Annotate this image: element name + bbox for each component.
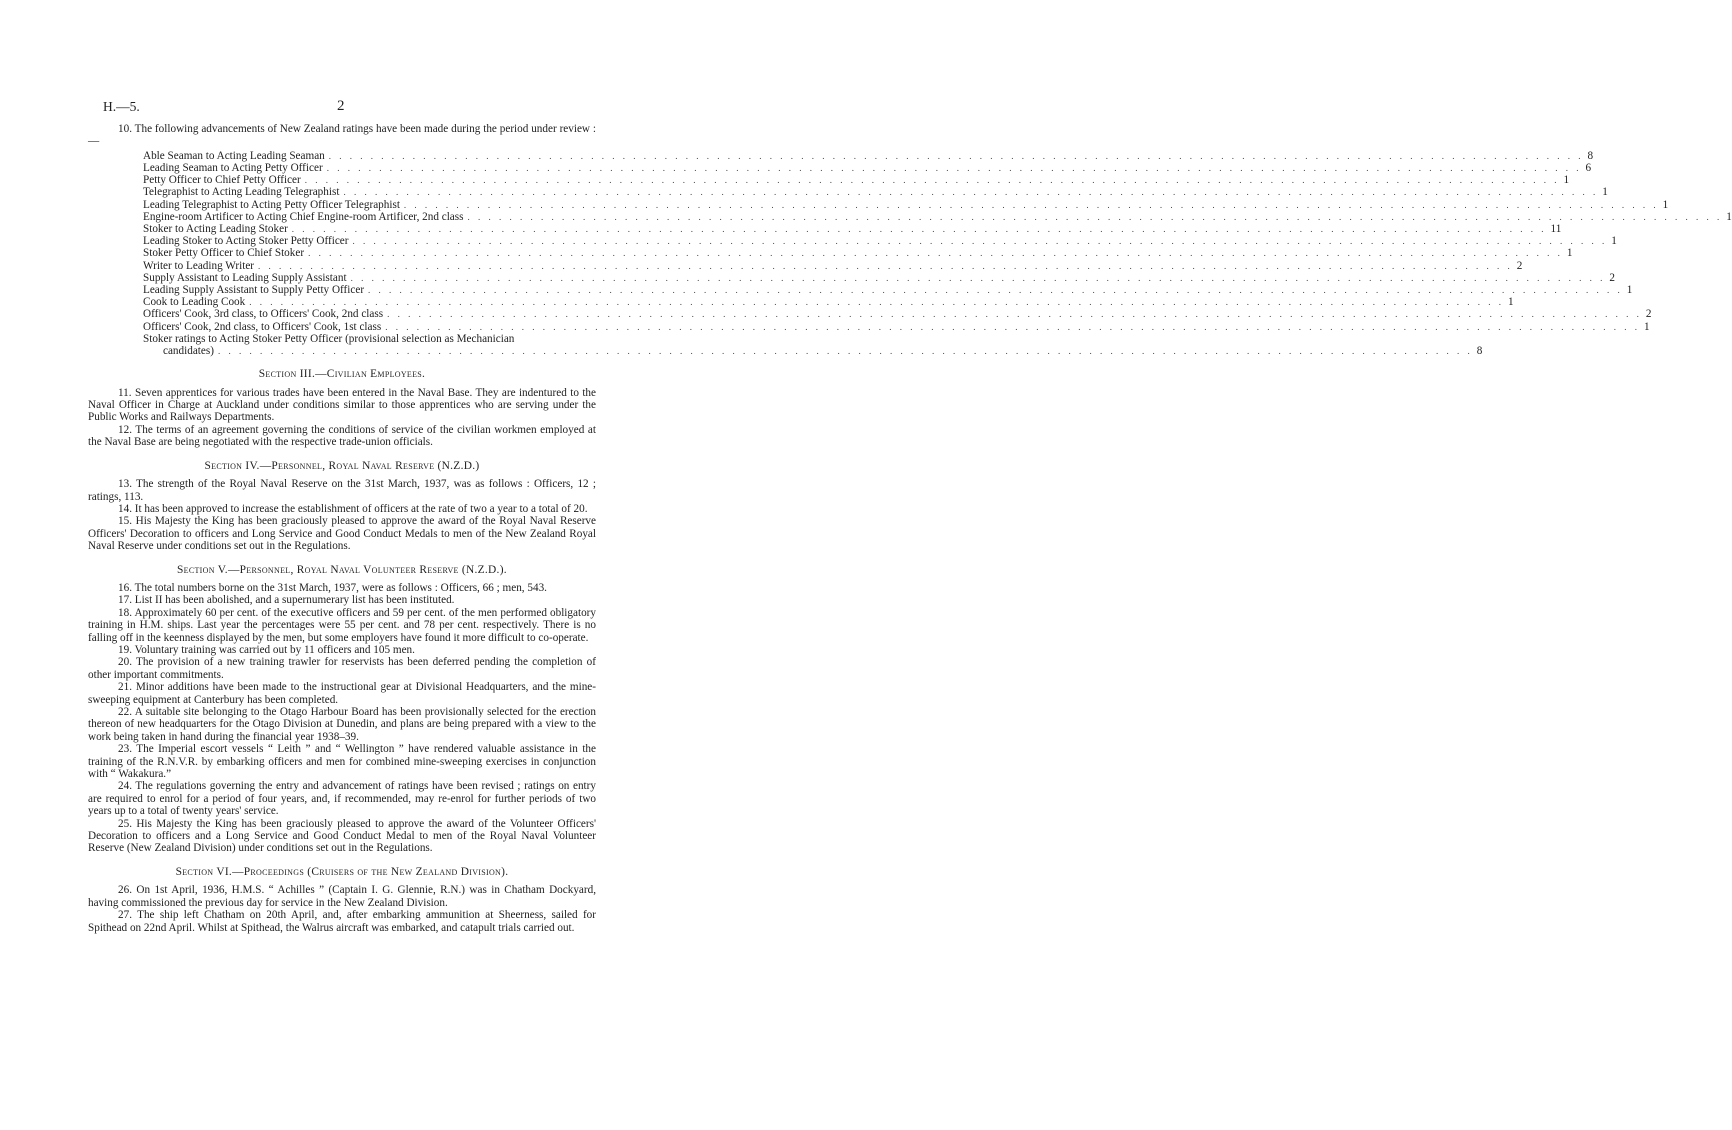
advancement-label: Telegraphist to Acting Leading Telegraphist (143, 186, 340, 199)
advancement-label: Stoker Petty Officer to Chief Stoker (143, 247, 305, 260)
paragraph-13: 13. The strength of the Royal Naval Reserve on the 31st March, 1937, was as follows : Officers, 12 ; ratings, 113. (88, 478, 596, 503)
paragraph-16: 16. The total numbers borne on the 31st March, 1937, were as follows : Officers, 66 ; men, 543. (118, 581, 547, 594)
advancement-label: Stoker ratings to Acting Stoker Petty Officer (provisional selection as Mechanician (143, 332, 515, 345)
advancement-label: Leading Telegraphist to Acting Petty Officer Telegraphist (143, 198, 400, 211)
advancement-count: 2 (1645, 308, 1652, 321)
advancement-row (143, 271, 1615, 284)
paragraph-24: 24. The regulations governing the entry and advancement of ratings have been revised ; ratings on entry are required to enrol for a period of four years, and, if recommended, may re-enrol for further periods of two years up to a total of twenty years' service. (88, 780, 596, 818)
advancement-row (143, 308, 1652, 321)
advancement-label: Officers' Cook, 2nd class, to Officers' Cook, 1st class (143, 320, 382, 333)
leader-dots: . . . . . . . . . . . . . . . . . . . . . . . . . . . . . . . . . . . . . . . . . . . . . . . . . . . . . . . . . . . . . . . . . . . . . . . . . . . . . . . . . . . . . . . . . . . . . . . . . . . . . . . . . . . . . . . . . . . . . . . . (467, 211, 1723, 222)
advancement-label: Engine-room Artificer to Acting Chief Engine-room Artificer, 2nd class (143, 210, 464, 223)
leader-dots: . . . . . . . . . . . . . . . . . . . . . . . . . . . . . . . . . . . . . . . . . . . . . . . . . . . . . . . . . . . . . . . . . . . . . . . . . . . . . . . . . . . . . . . . . . . . . . . . . . . . . . . . . . . . . . . . . . . . . . . . (308, 248, 1563, 259)
advancement-label: Stoker to Acting Leading Stoker (143, 223, 288, 236)
advancement-count: 1 (1726, 210, 1732, 223)
page-number: 2 (337, 98, 345, 114)
advancement-row-last-continued (143, 345, 1483, 358)
paragraph-27: 27. The ship left Chatham on 20th April, and, after embarking ammunition at Sheerness, sailed for Spithead on 22nd April. Whilst at Spithead, the Walrus aircraft was embarked, and catapult trials carried out. (88, 909, 596, 934)
paragraph-14: 14. It has been approved to increase the establishment of officers at the rate of two a year to a total of 20. (118, 502, 588, 515)
advancement-count: 1 (1566, 247, 1573, 260)
advancement-label: Leading Seaman to Acting Petty Officer (143, 162, 323, 175)
paragraph-17: 17. List II has been abolished, and a supernumerary list has been instituted. (118, 594, 455, 607)
leader-dots: . . . . . . . . . . . . . . . . . . . . . . . . . . . . . . . . . . . . . . . . . . . . . . . . . . . . . . . . . . . . . . . . . . . . . . . . . . . . . . . . . . . . . . . . . . . . . . . . . . . . . . . . . . . . . . . . . . . . . . . . (291, 224, 1547, 235)
advancement-row (143, 259, 1523, 272)
advancement-count: 1 (1611, 235, 1617, 248)
leader-dots: . . . . . . . . . . . . . . . . . . . . . . . . . . . . . . . . . . . . . . . . . . . . . . . . . . . . . . . . . . . . . . . . . . . . . . . . . . . . . . . . . . . . . . . . . . . . . . . . . . . . . . . . . . . . . . . . . . . . . . . . (387, 309, 1642, 320)
advancement-row (143, 210, 1732, 223)
section-heading-vi: Section VI.—Proceedings (Cruisers of the New Zealand Division). (175, 865, 509, 878)
advancement-count: 11 (1550, 223, 1562, 236)
leader-dots: . . . . . . . . . . . . . . . . . . . . . . . . . . . . . . . . . . . . . . . . . . . . . . . . . . . . . . . . . . . . . . . . . . . . . . . . . . . . . . . . . . . . . . . . . . . . . . . . . . . . . . . . . . . . . . . . . . . . . . . . (304, 175, 1560, 186)
advancement-row (143, 320, 1650, 333)
advancement-row (143, 223, 1562, 236)
advancement-row (143, 186, 1608, 199)
paragraph-15: 15. His Majesty the King has been graciously pleased to approve the award of the Royal Naval Reserve Officers' Decoration to officers and Long Service and Good Conduct Medals to men of the New Zealand Royal Naval Reserve under conditions set out in the Regulations. (88, 515, 596, 553)
advancement-count: 8 (1587, 149, 1594, 162)
advancement-count: 6 (1585, 162, 1592, 175)
advancement-label: Cook to Leading Cook (143, 296, 246, 309)
leader-dots: . . . . . . . . . . . . . . . . . . . . . . . . . . . . . . . . . . . . . . . . . . . . . . . . . . . . . . . . . . . . . . . . . . . . . . . . . . . . . . . . . . . . . . . . . . . . . . . . . . . . . . . . . . . . . . . . . . . . . . . . (352, 236, 1608, 247)
advancement-count: 2 (1609, 271, 1615, 284)
leader-dots: . . . . . . . . . . . . . . . . . . . . . . . . . . . . . . . . . . . . . . . . . . . . . . . . . . . . . . . . . . . . . . . . . . . . . . . . . . . . . . . . . . . . . . . . . . . . . . . . . . . . . . . . . . . . . . . . . . . . . . . . (385, 321, 1640, 332)
advancement-row (143, 235, 1617, 248)
advancement-label: Leading Stoker to Acting Stoker Petty Officer (143, 235, 349, 248)
advancement-row (143, 174, 1570, 187)
leader-dots: . . . . . . . . . . . . . . . . . . . . . . . . . . . . . . . . . . . . . . . . . . . . . . . . . . . . . . . . . . . . . . . . . . . . . . . . . . . . . . . . . . . . . . . . . . . . . . . . . . . . . . . . . . . . . . . . . . . . . . . . (249, 297, 1504, 308)
section-heading-iv: Section IV.—Personnel, Royal Naval Reserve (N.Z.D.) (204, 459, 480, 472)
advancement-row (143, 198, 1669, 211)
leader-dots: . . . . . . . . . . . . . . . . . . . . . . . . . . . . . . . . . . . . . . . . . . . . . . . . . . . . . . . . . . . . . . . . . . . . . . . . . . . . . . . . . . . . . . . . . . . . . . . . . . . . . . . . . . . . . . . . . . . . . . . . (326, 163, 1582, 174)
paragraph-21: 21. Minor additions have been made to the instructional gear at Divisional Headquarters, and the mine-sweeping equipment at Canterbury has been completed. (88, 681, 596, 706)
leader-dots: . . . . . . . . . . . . . . . . . . . . . . . . . . . . . . . . . . . . . . . . . . . . . . . . . . . . . . . . . . . . . . . . . . . . . . . . . . . . . . . . . . . . . . . . . . . . . . . . . . . . . . . . . . . . . . . . . . . . . . . . (258, 260, 1513, 271)
leader-dots: . . . . . . . . . . . . . . . . . . . . . . . . . . . . . . . . . . . . . . . . . . . . . . . . . . . . . . . . . . . . . . . . . . . . . . . . . . . . . . . . . . . . . . . . . . . . . . . . . . . . . . . . . . . . . . . . . . . . . . . . (217, 346, 1473, 357)
advancement-count: 1 (1602, 186, 1608, 199)
paragraph-23: 23. The Imperial escort vessels “ Leith ” and “ Wellington ” have rendered valuable assistance in the training of the R.N.V.R. by embarking officers and men for combined mine-sweeping exercises in conjunction with “ Wakakura.” (88, 743, 596, 781)
document-body (88, 123, 1732, 934)
advancement-row (143, 284, 1633, 297)
advancements-list (143, 149, 1732, 358)
advancement-label: Able Seaman to Acting Leading Seaman (143, 149, 325, 162)
paragraph-20: 20. The provision of a new training trawler for reservists has been deferred pending the completion of other important commitments. (88, 656, 596, 681)
advancement-label: Supply Assistant to Leading Supply Assistant (143, 271, 347, 284)
advancement-label: Writer to Leading Writer (143, 259, 255, 272)
paragraph-18: 18. Approximately 60 per cent. of the executive officers and 59 per cent. of the men performed obligatory training in H.M. ships. Last year the percentages were 55 per cent. and 78 per cent. respectively. There is no falling off in the keenness displayed by the men, but some employers have found it more difficult to co-operate. (88, 606, 596, 644)
advancement-label: Leading Supply Assistant to Supply Petty Officer (143, 284, 365, 297)
paragraph-26: 26. On 1st April, 1936, H.M.S. “ Achilles ” (Captain I. G. Glennie, R.N.) was in Chatham Dockyard, having commissioned the previous day for service in the New Zealand Division. (88, 884, 596, 909)
document-code: H.—5. (103, 99, 140, 114)
advancement-count: 1 (1643, 320, 1650, 333)
advancement-row (143, 149, 1594, 162)
paragraph-25: 25. His Majesty the King has been graciously pleased to approve the award of the Volunteer Officers' Decoration to officers and a Long Service and Good Conduct Medal to men of the Royal Naval Volunteer Reserve (New Zealand Division) under conditions set out in the Regulations. (88, 817, 596, 855)
paragraph-11: 11. Seven apprentices for various trades have been entered in the Naval Base. They are indentured to the Naval Officer in Charge at Auckland under conditions similar to those apprentices who are serving under the Public Works and Railways Departments. (88, 386, 596, 424)
advancement-row-last (143, 333, 598, 345)
advancement-count: 8 (1476, 345, 1483, 358)
leader-dots: . . . . . . . . . . . . . . . . . . . . . . . . . . . . . . . . . . . . . . . . . . . . . . . . . . . . . . . . . . . . . . . . . . . . . . . . . . . . . . . . . . . . . . . . . . . . . . . . . . . . . . . . . . . . . . . . . . . . . . . . (350, 272, 1606, 283)
leader-dots: . . . . . . . . . . . . . . . . . . . . . . . . . . . . . . . . . . . . . . . . . . . . . . . . . . . . . . . . . . . . . . . . . . . . . . . . . . . . . . . . . . . . . . . . . . . . . . . . . . . . . . . . . . . . . . . . . . . . . . . . (368, 285, 1623, 296)
section-heading-iii: Section III.—Civilian Employees. (258, 368, 426, 381)
advancement-label: Petty Officer to Chief Petty Officer (143, 174, 301, 187)
leader-dots: . . . . . . . . . . . . . . . . . . . . . . . . . . . . . . . . . . . . . . . . . . . . . . . . . . . . . . . . . . . . . . . . . . . . . . . . . . . . . . . . . . . . . . . . . . . . . . . . . . . . . . . . . . . . . . . . . . . . . . . . (343, 187, 1599, 198)
advancement-count: 1 (1662, 198, 1669, 211)
paragraph-12: 12. The terms of an agreement governing the conditions of service of the civilian workmen employed at the Naval Base are being negotiated with the respective trade-union officials. (88, 423, 596, 449)
paragraph-19: 19. Voluntary training was carried out by 11 officers and 105 men. (118, 643, 415, 656)
paragraph-22: 22. A suitable site belonging to the Otago Harbour Board has been provisionally selected for the erection thereon of new headquarters for the Otago Division at Dunedin, and plans are being prepared with a view to the work being taken in hand during the financial year 1938–39. (88, 706, 596, 743)
leader-dots: . . . . . . . . . . . . . . . . . . . . . . . . . . . . . . . . . . . . . . . . . . . . . . . . . . . . . . . . . . . . . . . . . . . . . . . . . . . . . . . . . . . . . . . . . . . . . . . . . . . . . . . . . . . . . . . . . . . . . . . . (403, 199, 1659, 210)
advancement-label-continued: candidates) (163, 345, 214, 358)
advancement-label: Officers' Cook, 3rd class, to Officers' Cook, 2nd class (143, 308, 384, 321)
advancement-row (143, 296, 1514, 309)
leader-dots: . . . . . . . . . . . . . . . . . . . . . . . . . . . . . . . . . . . . . . . . . . . . . . . . . . . . . . . . . . . . . . . . . . . . . . . . . . . . . . . . . . . . . . . . . . . . . . . . . . . . . . . . . . . . . . . . . . . . . . . . (328, 150, 1584, 161)
advancement-count: 2 (1516, 259, 1523, 272)
advancement-row (143, 162, 1592, 175)
advancement-count: 1 (1563, 174, 1570, 187)
section-heading-v: Section V.—Personnel, Royal Naval Volunteer Reserve (N.Z.D.). (177, 563, 507, 576)
advancement-row (143, 247, 1573, 260)
paragraph-10: 10. The following advancements of New Zealand ratings have been made during the period under review :— (88, 123, 596, 148)
advancement-count: 1 (1626, 284, 1633, 297)
advancement-count: 1 (1507, 296, 1514, 309)
